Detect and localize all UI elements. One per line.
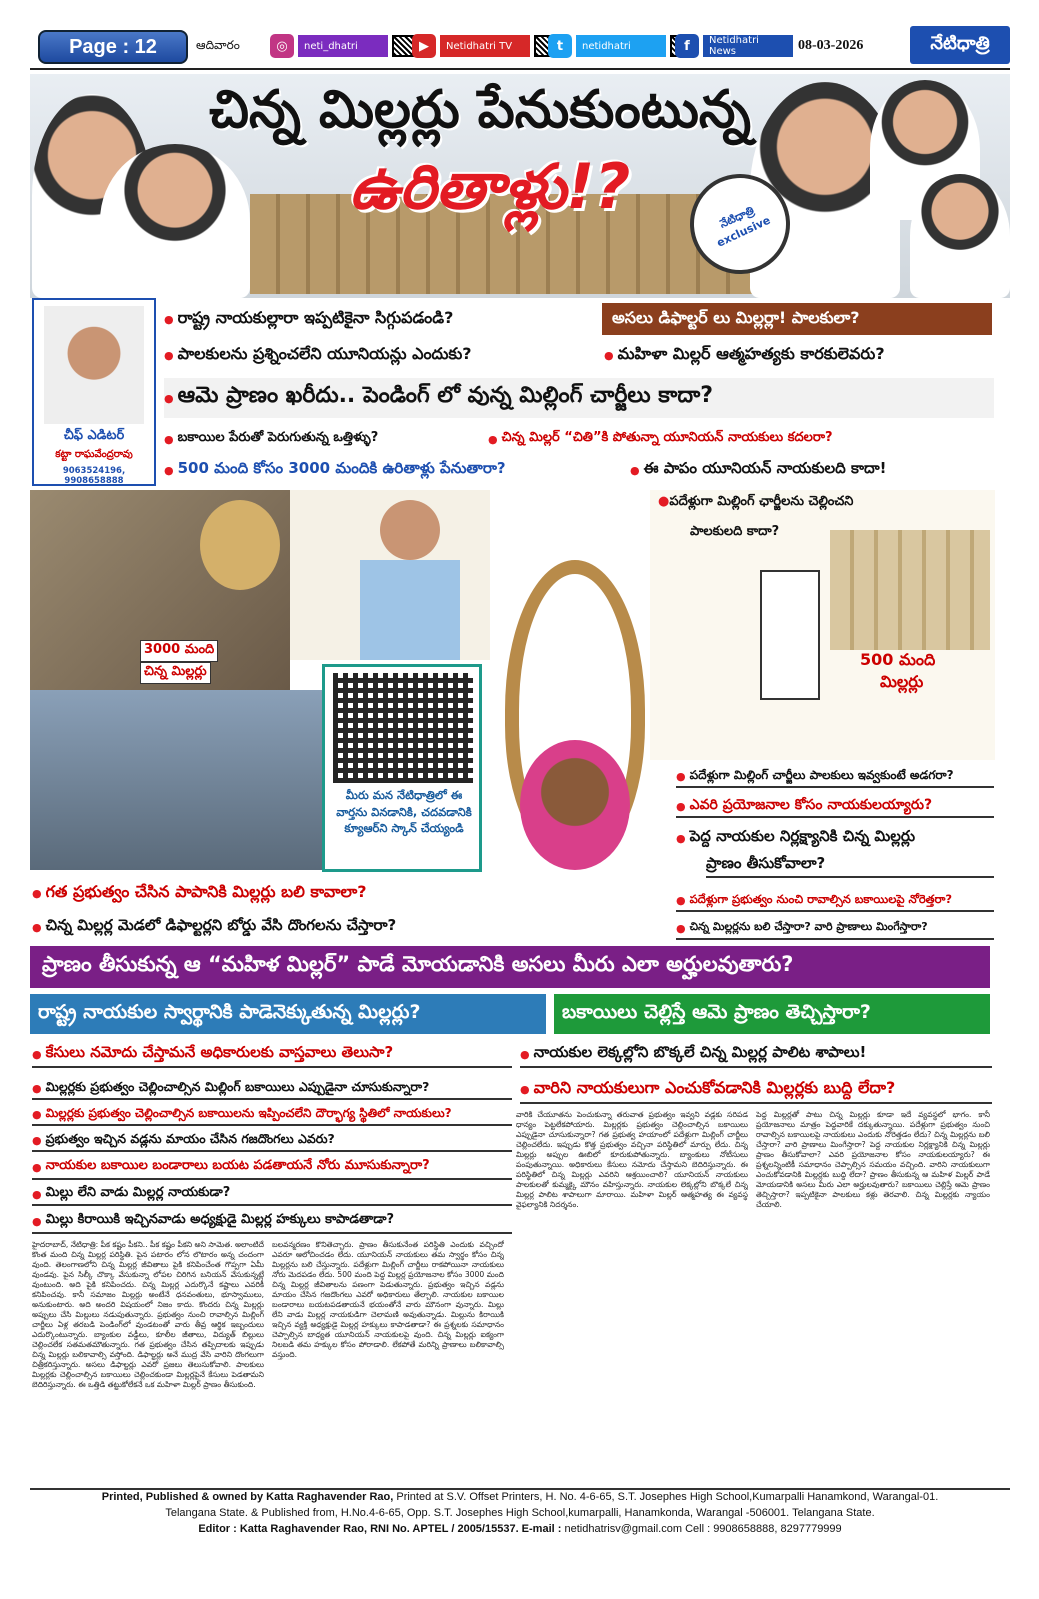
twitter-icon: t bbox=[548, 34, 572, 58]
sacks-image bbox=[830, 530, 990, 650]
twitter-handle: netidhatri bbox=[576, 35, 666, 57]
photo-protest-crowd bbox=[30, 690, 322, 870]
subhead-2: ● నాయకుల లెక్కల్లోని బొక్కలే చిన్న మిల్లర్ల పాలిట శాపాలు! bbox=[520, 1042, 992, 1068]
body-column-4: పెద్ద మిల్లర్లతో పాటు చిన్న మిల్లర్లు కూడా ఇదే వ్యవస్థలో భాగం. కానీ ప్రయోజనాలు మాత్రం పెద్దవారికే దక్కుతున్నాయి. పదేళ్లుగా ప్రభుత్వం నుంచి రావాల్సిన బకాయిలపై నాయకులు ఎందుకు నోరెత్తడం లేదు? చిన్న మిల్లర్లను బలి చేస్తారా? వారి ప్రాణాలు మింగేస్తారా? పెద్ద నాయకుల నిర్లక్ష్యానికి చిన్న మిల్లర్లు ప్రాణం తీసుకోవాలా? ఎవరి ప్రయోజనాల కోసం నాయకులయ్యారు? ఈ ప్రశ్నలన్నింటికీ సమాధానం చెప్పాల్సిన సమయం వచ్చింది. వారిని నాయకులుగా ఎంచుకోవడానికి మిల్లర్లకు బుద్ది లేదా? ప్రాణం తీసుకున్న ఆ మహిళ మిల్లర్ పాడే మోయడానికి అసలు మీరు ఎలా అర్హులవుతారు? బకాయిలు చెల్లిస్తే ఆమె ప్రాణం తెచ్చిస్తారా? ఇప్పటికైనా పాలకులు కళ్లు తెరవాలి. చిన్న మిల్లర్లకు న్యాయం చేయాలి. bbox=[756, 1110, 990, 1210]
list-item: ● నాయకుల బకాయిల బండారాలు బయట పడతాయనే నోరు మూసుకున్నారా? bbox=[32, 1156, 512, 1180]
banner-green: బకాయిలు చెల్లిస్తే ఆమె ప్రాణం తెచ్చిస్తారా? bbox=[554, 994, 990, 1034]
right-point-2: ● ఎవరి ప్రయోజనాల కోసం నాయకులయ్యారు? bbox=[676, 796, 994, 818]
leader-portrait-2 bbox=[100, 144, 250, 298]
qr-scan-box[interactable] bbox=[322, 664, 482, 872]
right-point-1: ● పదేళ్లుగా మిల్లింగ్ చార్జీలు పాలకులు ఇవ్వకుంటే అడగరా? bbox=[676, 766, 994, 788]
body-column-3: వారికి చేయూతను పెంచుకున్నా తరువాత ప్రభుత్వం ఇవ్వని వడ్లకు సరిపడ ధాన్యం పెట్టలేకపోయారు. మిల్లర్లకు ప్రభుత్వం చెల్లించాల్సిన బకాయిలు ఎప్పుడైనా చూసుకున్నారా? గత ప్రభుత్వ హయాంలో పదేళ్లుగా మిల్లింగ్ చార్జీలు చెల్లించలేదు. ఇప్పుడు కొత్త ప్రభుత్వం వచ్చినా పరిస్థితిలో మార్పు లేదు. చిన్న మిల్లర్లు అప్పుల ఊబిలో కూరుకుపోతున్నారు. బ్యాంకులు నోటీసులు పంపుతున్నాయి. అధికారులు కేసులు నమోదు చేస్తామని బెదిరిస్తున్నారు. ఈ పరిస్థితిలో చిన్న మిల్లర్లు ఎవరిని ఆశ్రయించాలి? యూనియన్ నాయకులు పాలకులతో కుమ్మక్కై మౌనం వహిస్తున్నారు. నాయకుల లెక్కల్లోని బొక్కలే చిన్న మిల్లర్ల పాలిట శాపాలుగా మారాయి. మహిళా మిల్లర్ ఆత్మహత్య ఈ వ్యవస్థ వైఫల్యానికి నిదర్శనం. bbox=[516, 1110, 748, 1210]
qr-icon bbox=[392, 35, 414, 57]
list-item: ● మిల్లర్లకు ప్రభుత్వం చెల్లించాల్సిన మిల్లింగ్ బకాయిలు ఎప్పుడైనా చూసుకున్నారా? bbox=[32, 1078, 512, 1100]
issue-date: 08-03-2026 bbox=[798, 38, 864, 53]
youtube-icon: ▶ bbox=[412, 34, 436, 58]
headline-3: ● పాలకులను ప్రశ్నించలేని యూనియన్లు ఎందుకు? bbox=[164, 342, 598, 368]
woman-miller-photo bbox=[520, 740, 630, 870]
cartoon-angry-man bbox=[290, 490, 490, 660]
instagram-icon: ◎ bbox=[270, 34, 294, 58]
banner-blue: రాష్ట్ర నాయకుల స్వార్థానికి పాడెనెక్కుతున్న మిల్లర్లు? bbox=[30, 994, 546, 1034]
editor-role: చీఫ్ ఎడిటర్ bbox=[63, 428, 125, 443]
label-500-millers: మిల్లర్లు bbox=[880, 672, 924, 691]
facebook-handle: Netidhatri News bbox=[703, 35, 793, 57]
footer-line-2: Telangana State. & Published from, H.No.4-6-65, Opp. S.T. Josephes High School,kumarpalli, Hanamkonda, Warangal -506001. Telangana State. bbox=[165, 1506, 875, 1519]
editor-photo bbox=[44, 306, 144, 424]
headline-8: ● 500 మంది కోసం 3000 మందికి ఉరితాళ్లు పేనుతారా? bbox=[164, 458, 624, 482]
social-instagram[interactable] bbox=[270, 30, 414, 62]
list-item: ● ప్రభుత్వం ఇచ్చిన వడ్లను మాయం చేసిన గజదొంగలు ఎవరు? bbox=[32, 1130, 512, 1152]
banner-purple: ప్రాణం తీసుకున్న ఆ “మహిళ మిల్లర్” పాడే మోయడానికి అసలు మీరు ఎలా అర్హులవుతారు? bbox=[30, 946, 990, 988]
man-head-image bbox=[380, 500, 440, 560]
headline-7: ● చిన్న మిల్లర్ “చితి”కి పోతున్నా యూనియన్ నాయకులు కదలరా? bbox=[488, 428, 994, 450]
right-point-3: ● పెద్ద నాయకుల నిర్లక్ష్యానికి చిన్న మిల్లర్లు bbox=[676, 826, 994, 850]
label-small-millers: చిన్న మిల్లర్లు bbox=[140, 662, 211, 684]
cartoon-small-millers bbox=[30, 490, 290, 690]
facebook-icon: f bbox=[675, 34, 699, 58]
social-youtube[interactable] bbox=[412, 30, 556, 62]
editor-name: కట్టా రాఘవేంద్రరావు bbox=[55, 449, 133, 460]
headline-1: ● రాష్ట్ర నాయకుల్లారా ఇప్పటికైనా సిగ్గుపడండి? bbox=[164, 306, 598, 332]
hero-title-line2: ఉరితాళ్లు!? bbox=[349, 150, 631, 223]
list-item: ● మిల్లర్లకు ప్రభుత్వం చెల్లించాల్సిన బకాయిలను ఇప్పించలేని దౌర్భాగ్య స్థితిలో నాయకులు? bbox=[32, 1104, 512, 1126]
footer-line-3: Editor : Katta Raghavender Rao, RNI No. APTEL / 2005/15537. E-mail : netidhatrisv@gmail.com Cell : 9908658888, 8297779999 bbox=[198, 1522, 842, 1535]
social-twitter[interactable] bbox=[548, 30, 692, 62]
headline-4: ● మహిళా మిల్లర్ ఆత్మహత్యకు కారకులెవరు? bbox=[604, 342, 994, 368]
subhead-3: ● వారిని నాయకులుగా ఎంచుకోవడానికి మిల్లర్లకు బుద్ది లేదా? bbox=[520, 1076, 992, 1104]
right-point-3b: ప్రాణం తీసుకోవాలా? bbox=[706, 854, 994, 878]
headline-6: ● బకాయిల పేరుతో పెరుగుతున్న ఒత్తిళ్ళు? bbox=[164, 428, 482, 450]
money-bag-image bbox=[200, 500, 280, 590]
qr-instruction: మీరు మన నేటిధాత్రిలో ఈ వార్తను వినడానికి, చదవడానికి క్యూఆర్‌ని స్కాన్ చేయ్యండి bbox=[336, 788, 472, 836]
right-caption-2: పాలకులది కాదా? bbox=[690, 524, 780, 539]
weekday: ఆదివారం bbox=[196, 38, 240, 52]
youtube-handle: Netidhatri TV bbox=[440, 35, 530, 57]
man-shirt-image bbox=[360, 560, 460, 660]
masthead-logo: నేటిధాత్రి bbox=[910, 26, 1010, 64]
qr-code-image[interactable] bbox=[333, 673, 473, 783]
label-3000: 3000 మంది bbox=[140, 640, 218, 662]
hero-title-line1: చిన్న మిల్లర్లు పేనుకుంటున్న bbox=[209, 80, 751, 140]
leader-portrait-5 bbox=[910, 174, 1010, 298]
social-facebook[interactable] bbox=[675, 30, 793, 62]
label-500: 500 మంది bbox=[860, 650, 936, 669]
right-caption-1: ●పదేళ్లుగా మిల్లింగ్ ఛార్జీలను చెల్లించని bbox=[658, 494, 854, 509]
list-item: ● మిల్లు కిరాయికి ఇచ్చినవాడు అధ్యక్షుడై మిల్లర్ల హక్కులు కాపాడతాడా? bbox=[32, 1210, 512, 1234]
imprint-footer bbox=[30, 1488, 1010, 1548]
instagram-handle: neti_dhatri bbox=[298, 35, 388, 57]
left-point-2: ● చిన్న మిల్లర్ల మెడలో డిఫాల్టర్లని బోర్డు వేసి దొంగలను చేస్తారా? bbox=[32, 914, 522, 940]
right-point-4: ● పదేళ్లుగా ప్రభుత్వం నుంచి రావాల్సిన బకాయిలపై నోరెత్తరా? bbox=[676, 890, 994, 912]
body-column-1: హైదరాబాద్, నేటిధాత్రి: పీక కష్టం పీకని.. పీక కష్టం పీకని అని సామెత. అలాంటిదే కొంత మంది చిన్న మిల్లర్ల పరిస్థితి. పైన పటారం లోన లొటారం అన్న చందంగా వుంది. తెలంగాణలోని చిన్న మిల్లర్ల జీవితాలు పైకి కనిపించేంత గొప్పగా ఏమీ వుండవు. పైన సిల్కీ చొక్కా వేసుకున్నా లోపల చిరిగిన బనియన్ వేసుకున్నట్లే వుంటుంది. అది పైకి కనిపించదు. చిన్న మిల్లర్ల ఎదుర్కొనే కష్టాలు ఎవరికీ కనిపించవు. కానీ సమాజం మిల్లర్లు అంటేనే ధనవంతులు, భూస్వాములు, అనుకుంటారు. అది అందరి విషయంలో నిజం కాదు. కొందరు చిన్న మిల్లర్లు అప్పులు చేసి మిల్లులు నడుపుతున్నారు. ప్రభుత్వం నుంచి రావాల్సిన మిల్లింగ్ చార్జీలు ఏళ్ల తరబడి పెండింగ్‌లో వుండటంతో వారు తీవ్ర ఆర్థిక ఇబ్బందులు ఎదుర్కొంటున్నారు. బ్యాంకుల వడ్డీలు, కూలీల జీతాలు, విద్యుత్ బిల్లులు చెల్లించలేక సతమతమౌతున్నారు. గత ప్రభుత్వం చేసిన తప్పిదాలకు ఇప్పుడు చిన్న మిల్లర్లు బలికావాల్సి వస్తోంది. డిఫాల్టర్లు అనే ముద్ర వేసి వారిని దొంగలుగా చిత్రీకరిస్తున్నారు. అసలు డిఫాల్టర్లు ఎవరో ప్రజలు తెలుసుకోవాలి. పాలకులు మిల్లర్లకు చెల్లించాల్సిన బకాయిలు చెల్లించకుండా మిల్లర్లపైనే కేసులు పెడతామని బెదిరిస్తున్నారు. ఈ ఒత్తిడి తట్టుకోలేకనే ఒక మహిళా మిల్లర్ ప్రాణం తీసుకుంది. bbox=[32, 1240, 264, 1390]
list-item: ● మిల్లు లేని వాడు మిల్లర్ల నాయకుడా? bbox=[32, 1184, 512, 1206]
headline-5: ● ఆమె ప్రాణం ఖరీదు.. పెండింగ్ లో వున్న మిల్లింగ్ చార్జీలు కాదా? bbox=[164, 378, 994, 418]
footer-line-1: Printed, Published & owned by Katta Raghavender Rao, Printed at S.V. Offset Printers, H. No. 4-6-65, S.T. Josephes High School,Kumarpalli Hanamkond, Warangal-01. bbox=[101, 1491, 939, 1503]
headline-9: ● ఈ పాపం యూనియన్ నాయకులది కాదా! bbox=[630, 458, 994, 482]
right-point-5: ● చిన్న మిల్లర్లను బలి చేస్తారా? వారి ప్రాణాలు మింగేస్తారా? bbox=[676, 918, 994, 940]
page-number-badge: Page : 12 bbox=[38, 30, 188, 64]
hero-banner bbox=[30, 74, 1010, 298]
top-bar bbox=[30, 24, 1010, 70]
subhead-1: ● కేసులు నమోదు చేస్తామనే అధికారులకు వాస్తవాలు తెలుసా? bbox=[32, 1042, 512, 1068]
exclusive-stamp: నేటిధాత్రి exclusive bbox=[674, 158, 807, 291]
editor-phones: 9063524196, 9908658888 bbox=[62, 466, 126, 486]
body-column-2: బలవన్మరణం కొనితెచ్చారు. ప్రాణం తీసుకునేంత పరిస్థితి ఎందుకు వచ్చిందో ఎవరూ ఆలోచించడం లేదు. యూనియన్ నాయకులు తమ స్వార్థం కోసం చిన్న మిల్లర్లను బలి చేస్తున్నారు. పదేళ్లుగా మిల్లింగ్ చార్జీలు రాకపోయినా నాయకులు నోరు మెదపడం లేదు. 500 మంది పెద్ద మిల్లర్ల ప్రయోజనాల కోసం 3000 మంది చిన్న మిల్లర్ల జీవితాలను పణంగా పెడుతున్నారు. ప్రభుత్వం ఇచ్చిన వడ్లను మాయం చేసిన గజదొంగలు ఎవరో అధికారులు తేల్చాలి. నాయకుల బకాయిల బండారాలు బయటపడతాయనే భయంతోనే వారు మౌనంగా వున్నారు. మిల్లు లేని వాడు మిల్లర్ల నాయకుడిగా చెలామణి అవుతున్నాడు. మిల్లును కిరాయికి ఇచ్చిన వ్యక్తి అధ్యక్షుడై మిల్లర్ల హక్కులు కాపాడతాడా? ఈ ప్రశ్నలకు సమాధానం చెప్పాల్సిన బాధ్యత యూనియన్ నాయకులపై వుంది. చిన్న మిల్లర్లు ఐక్యంగా నిలబడి తమ హక్కుల కోసం పోరాడాలి. లేకపోతే మరిన్ని ప్రాణాలు బలికావాల్సి వస్తుంది. bbox=[272, 1240, 504, 1360]
headline-2: అసలు డిఫాల్టర్ లు మిల్లర్లా! పాలకులా? bbox=[602, 303, 992, 335]
left-point-1: ● గత ప్రభుత్వం చేసిన పాపానికి మిల్లర్లు బలి కావాలా? bbox=[32, 880, 502, 906]
cartoon-leader-bags bbox=[650, 490, 995, 760]
editor-box bbox=[32, 298, 156, 486]
leader-figure bbox=[760, 570, 820, 700]
